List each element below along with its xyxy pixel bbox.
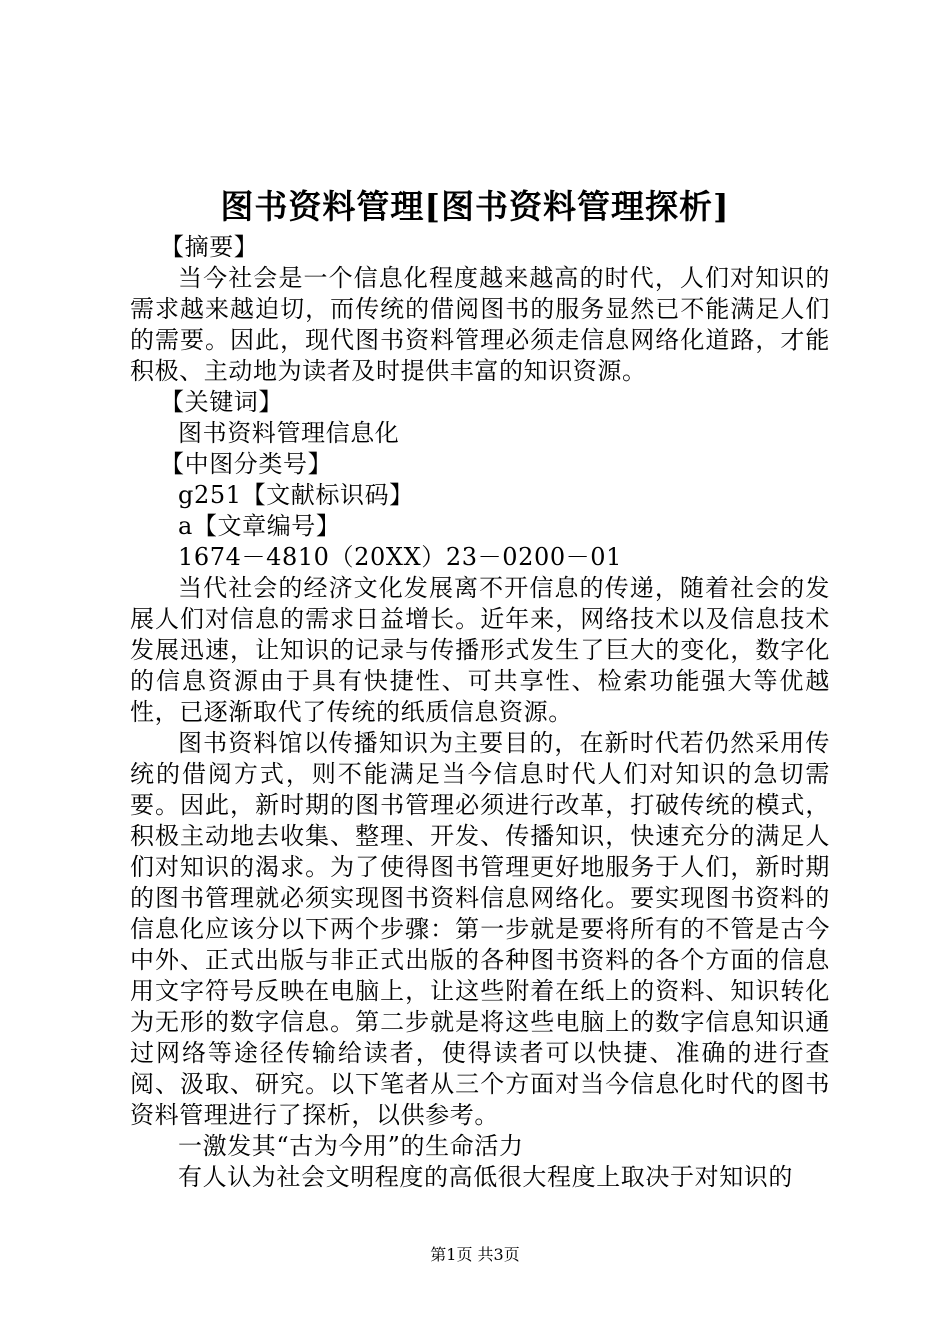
clc-label: 【中图分类号】: [160, 450, 333, 478]
abstract-paragraph: 当今社会是一个信息化程度越来越高的时代，人们对知识的需求越来越迫切，而传统的借阅图书的服务显然已不能满足人们的需要。因此，现代图书资料管理必须走信息网络化道路，才能积极、主动地为读者及时提供丰富的知识资源。: [130, 264, 830, 385]
document-title: 图书资料管理[图书资料管理探析]: [220, 187, 730, 226]
article-number-value: 1674－4810（20XX）23－0200－01: [178, 543, 623, 571]
body-paragraph-1: 当代社会的经济文化发展离不开信息的传递，随着社会的发展人们对信息的需求日益增长。近年来，网络技术以及信息技术发展迅速，让知识的记录与传播形式发生了巨大的变化，数字化的信息资源由于具有快捷性、可共享性、检索功能强大等优越性，已逐渐取代了传统的纸质信息资源。: [130, 574, 830, 726]
keywords-label: 【关键词】: [160, 388, 283, 416]
abstract-label: 【摘要】: [160, 233, 259, 261]
section-heading: 一激发其“古为今用”的生命活力: [178, 1132, 524, 1160]
page-footer: 第1页 共3页: [430, 1245, 520, 1264]
keywords-value: 图书资料管理信息化: [178, 419, 400, 447]
doc-code-line: g251【文献标识码】: [178, 481, 414, 509]
body-paragraph-2: 图书资料馆以传播知识为主要目的，在新时代若仍然采用传统的借阅方式，则不能满足当今信息时代人们对知识的急切需要。因此，新时期的图书管理必须进行改革，打破传统的模式，积极主动地去收集、整理、开发、传播知识，快速充分的满足人们对知识的渴求。为了使得图书管理更好地服务于人们，新时期的图书管理就必须实现图书资料信息网络化。要实现图书资料的信息化应该分以下两个步骤：第一步就是要将所有的不管是古今中外、正式出版与非正式出版的各种图书资料的各个方面的信息用文字符号反映在电脑上，让这些附着在纸上的资料、知识转化为无形的数字信息。第二步就是将这些电脑上的数字信息知识通过网络等途径传输给读者，使得读者可以快捷、准确的进行查阅、汲取、研究。以下笔者从三个方面对当今信息化时代的图书资料管理进行了探析，以供参考。: [130, 729, 830, 1129]
article-number-line: a【文章编号】: [178, 512, 341, 540]
document-body: [130, 232, 830, 1193]
body-paragraph-3: 有人认为社会文明程度的高低很大程度上取决于对知识的: [178, 1163, 793, 1191]
